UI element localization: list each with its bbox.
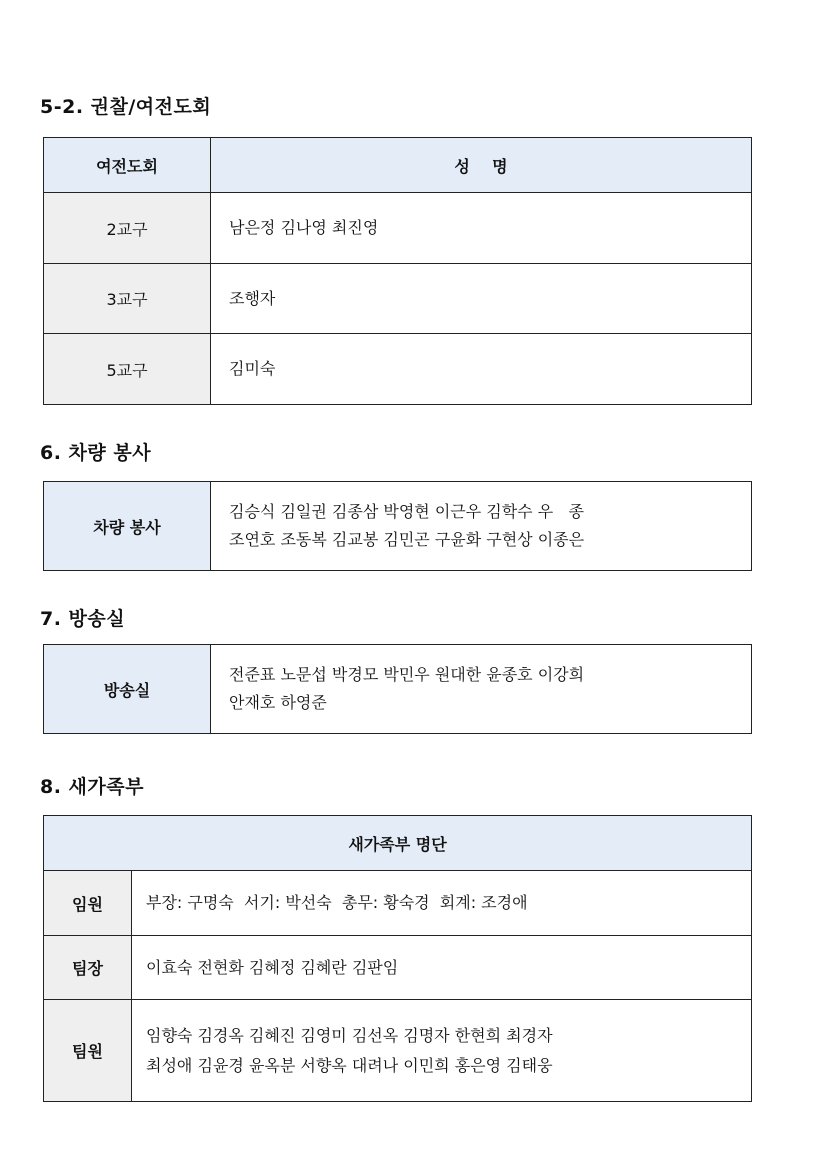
row-names: 부장: 구명숙 서기: 박선숙 총무: 황숙경 회계: 조경애 xyxy=(132,871,752,936)
names-line-2: 조연호 조동복 김교봉 김민곤 구윤화 구현상 이종은 xyxy=(229,530,585,549)
table-row xyxy=(44,871,752,936)
row-names: 조행자 xyxy=(211,264,752,334)
row-label: 5교구 xyxy=(44,334,211,405)
section-title-6: 6. 차량 봉사 xyxy=(40,442,152,464)
row-label: 팀원 xyxy=(44,1000,132,1102)
section-title-8: 8. 새가족부 xyxy=(40,776,144,798)
vehicle-service-names xyxy=(211,482,752,571)
names-line-1: 김승식 김일권 김종삼 박영현 이근우 김학수 우 종 xyxy=(229,502,584,521)
table-row xyxy=(44,193,752,264)
row-names: 남은정 김나영 최진영 xyxy=(211,193,752,264)
table-row xyxy=(44,645,752,734)
row-label: 임원 xyxy=(44,871,132,936)
new-family-list-header: 새가족부 명단 xyxy=(44,816,752,871)
names-line-1: 전준표 노문섭 박경모 박민우 원대한 윤종호 이강희 xyxy=(229,665,585,684)
table-header-row xyxy=(44,816,752,871)
header-names: 성 명 xyxy=(211,138,752,193)
table-new-family xyxy=(43,815,752,1102)
section-title-7: 7. 방송실 xyxy=(40,608,126,630)
header-women-group: 여전도회 xyxy=(44,138,211,193)
names-line-2: 최성애 김윤경 윤옥분 서향옥 대려나 이민희 홍은영 김태웅 xyxy=(146,1055,553,1075)
row-label: 2교구 xyxy=(44,193,211,264)
table-district-women xyxy=(43,137,752,405)
names-line-2: 안재호 하영준 xyxy=(229,693,327,712)
table-row xyxy=(44,936,752,1000)
row-label: 팀장 xyxy=(44,936,132,1000)
vehicle-service-label: 차량 봉사 xyxy=(44,482,211,571)
names-line-1: 임향숙 김경옥 김혜진 김영미 김선옥 김명자 한현희 최경자 xyxy=(146,1025,553,1045)
row-names: 김미숙 xyxy=(211,334,752,405)
row-label: 3교구 xyxy=(44,264,211,334)
broadcast-room-names xyxy=(211,645,752,734)
broadcast-room-label: 방송실 xyxy=(44,645,211,734)
table-header-row xyxy=(44,138,752,193)
table-broadcast-room xyxy=(43,644,752,734)
row-names: 이효숙 전현화 김혜정 김혜란 김판임 xyxy=(132,936,752,1000)
table-row xyxy=(44,482,752,571)
row-names xyxy=(132,1000,752,1102)
table-vehicle-service xyxy=(43,481,752,571)
table-row xyxy=(44,264,752,334)
table-row xyxy=(44,1000,752,1102)
section-title-5-2: 5-2. 권찰/여전도회 xyxy=(40,96,212,118)
table-row xyxy=(44,334,752,405)
